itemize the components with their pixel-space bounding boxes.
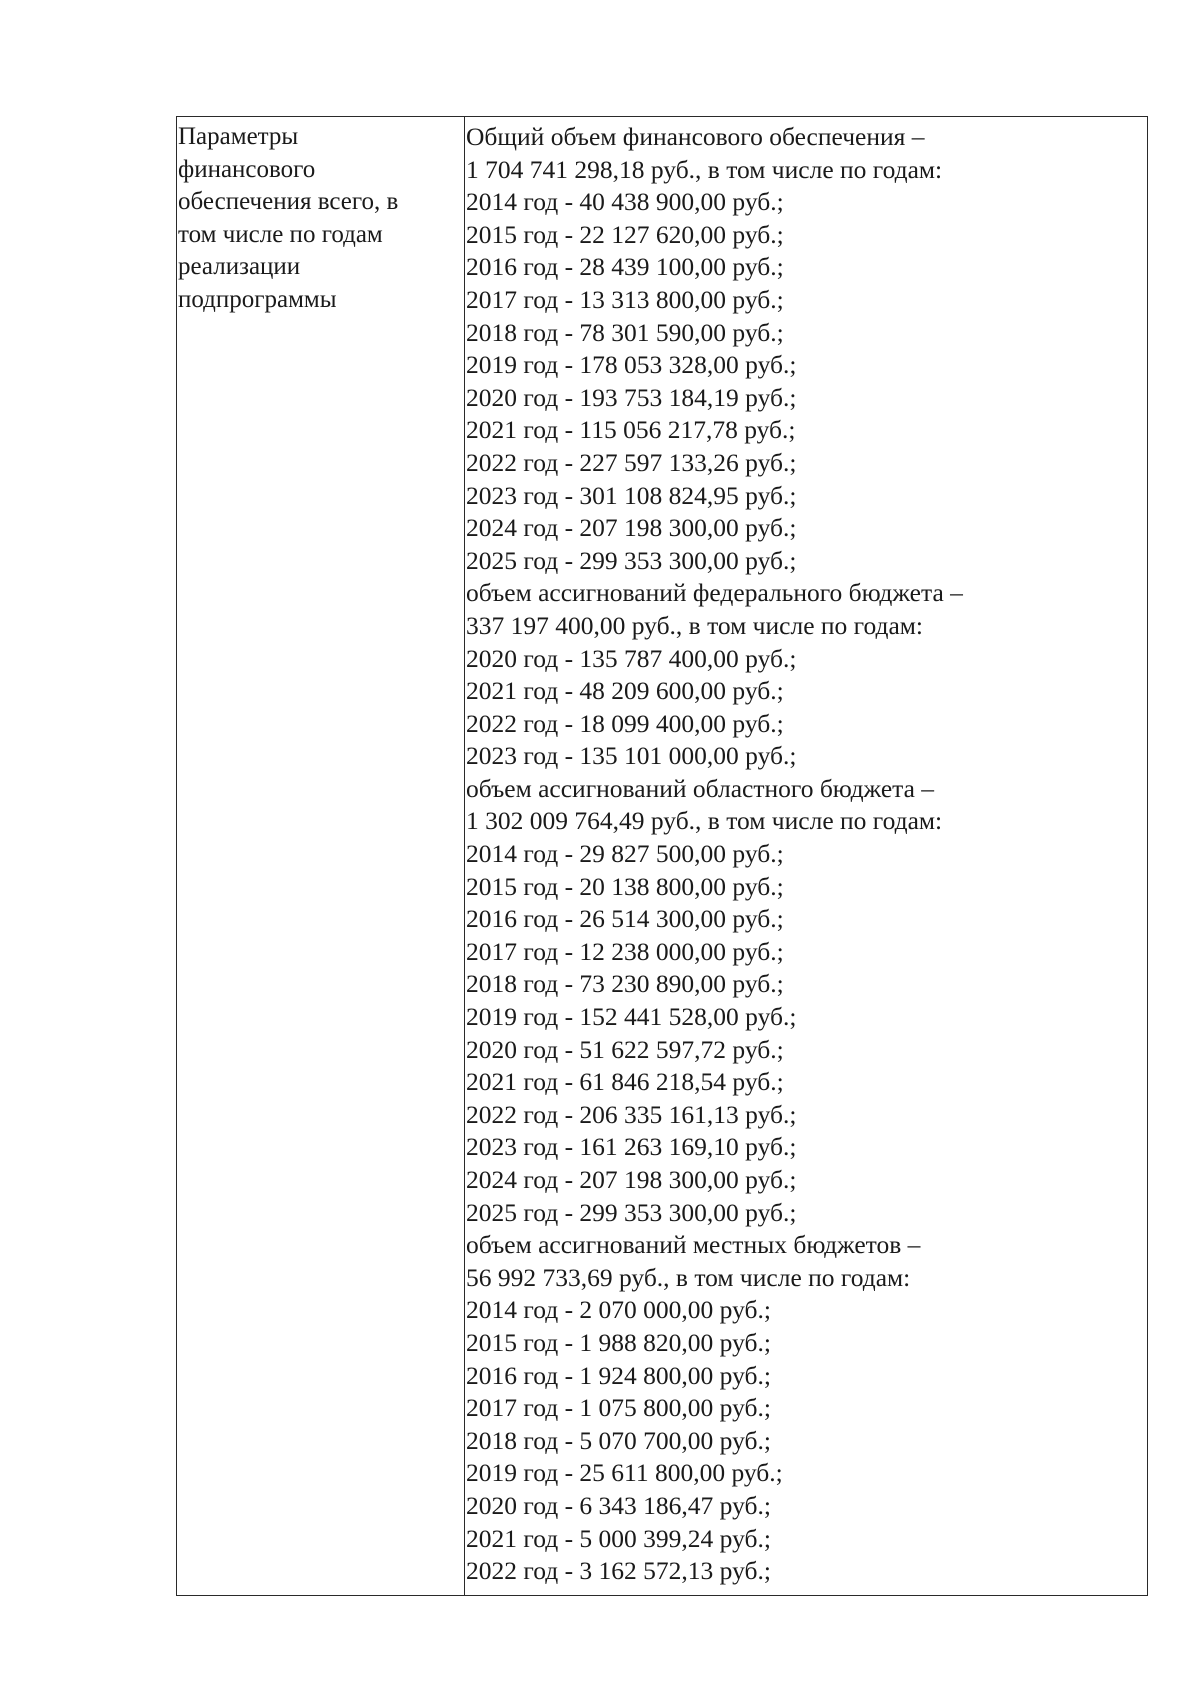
- financing-value-line: 2023 год - 161 263 169,10 руб.;: [466, 1132, 797, 1162]
- financing-value-line: 2014 год - 40 438 900,00 руб.;: [466, 187, 784, 217]
- financing-value-line: 2019 год - 25 611 800,00 руб.;: [466, 1458, 783, 1488]
- parameter-name-line: подпрограммы: [178, 285, 337, 313]
- financing-value-line: 2014 год - 2 070 000,00 руб.;: [466, 1295, 771, 1325]
- financing-value-line: 2015 год - 22 127 620,00 руб.;: [466, 219, 784, 249]
- financing-value-line: Общий объем финансового обеспечения –: [466, 122, 925, 151]
- financing-value-line: 2025 год - 299 353 300,00 руб.;: [466, 1197, 797, 1227]
- financing-value-line: 2021 год - 61 846 218,54 руб.;: [466, 1067, 784, 1097]
- financing-value-line: 2015 год - 1 988 820,00 руб.;: [466, 1327, 771, 1357]
- financing-value-line: 2017 год - 12 238 000,00 руб.;: [466, 936, 784, 966]
- financing-value-line: 2022 год - 3 162 572,13 руб.;: [466, 1556, 771, 1586]
- financing-value-line: объем ассигнований федерального бюджета –: [466, 578, 963, 608]
- financing-table: [176, 116, 1148, 1596]
- financing-value-line: 2018 год - 5 070 700,00 руб.;: [466, 1425, 771, 1455]
- financing-value-line: 2021 год - 48 209 600,00 руб.;: [466, 676, 784, 706]
- parameter-name-line: финансового: [178, 155, 316, 183]
- financing-value-line: 2019 год - 152 441 528,00 руб.;: [466, 1002, 797, 1032]
- parameter-name-line: реализации: [178, 253, 301, 280]
- parameter-value-cell: [466, 121, 1146, 1588]
- financing-value-line: 2022 год - 18 099 400,00 руб.;: [466, 708, 784, 738]
- financing-value-line: 2020 год - 193 753 184,19 руб.;: [466, 382, 797, 412]
- parameter-name-line: Параметры: [178, 123, 299, 150]
- financing-value-line: 2021 год - 5 000 399,24 руб.;: [466, 1523, 771, 1553]
- financing-value-line: 2025 год - 299 353 300,00 руб.;: [466, 545, 797, 575]
- financing-value-line: 2023 год - 135 101 000,00 руб.;: [466, 741, 797, 771]
- financing-value-line: 2014 год - 29 827 500,00 руб.;: [466, 839, 784, 869]
- financing-value-line: 2018 год - 78 301 590,00 руб.;: [466, 317, 784, 347]
- financing-value-line: 2016 год - 1 924 800,00 руб.;: [466, 1360, 771, 1390]
- parameter-name-cell: [178, 121, 458, 316]
- parameter-name-line: том числе по годам: [178, 220, 383, 248]
- financing-value-line: 2022 год - 206 335 161,13 руб.;: [466, 1099, 797, 1129]
- financing-value-line: 1 302 009 764,49 руб., в том числе по годам:: [466, 806, 943, 836]
- financing-value-line: 2017 год - 13 313 800,00 руб.;: [466, 284, 784, 314]
- financing-value-line: 2024 год - 207 198 300,00 руб.;: [466, 513, 797, 543]
- financing-value-line: 2016 год - 26 514 300,00 руб.;: [466, 904, 784, 934]
- financing-value-line: 337 197 400,00 руб., в том числе по годам:: [466, 610, 924, 640]
- financing-value-line: 2018 год - 73 230 890,00 руб.;: [466, 969, 784, 999]
- financing-value-line: 2020 год - 51 622 597,72 руб.;: [466, 1034, 784, 1064]
- financing-value-line: 2019 год - 178 053 328,00 руб.;: [466, 350, 797, 380]
- financing-value-line: 2016 год - 28 439 100,00 руб.;: [466, 252, 784, 282]
- financing-value-line: 2015 год - 20 138 800,00 руб.;: [466, 871, 784, 901]
- financing-value-line: объем ассигнований областного бюджета –: [466, 773, 935, 803]
- financing-value-line: объем ассигнований местных бюджетов –: [466, 1230, 921, 1260]
- financing-value-line: 56 992 733,69 руб., в том числе по годам:: [466, 1262, 911, 1292]
- financing-value-line: 2020 год - 6 343 186,47 руб.;: [466, 1490, 771, 1520]
- column-divider: [464, 117, 465, 1595]
- financing-value-line: 2017 год - 1 075 800,00 руб.;: [466, 1393, 771, 1423]
- financing-value-line: 2022 год - 227 597 133,26 руб.;: [466, 447, 797, 477]
- financing-value-line: 2020 год - 135 787 400,00 руб.;: [466, 643, 797, 673]
- parameter-name-line: обеспечения всего, в: [178, 188, 399, 215]
- financing-value-line: 2023 год - 301 108 824,95 руб.;: [466, 480, 797, 510]
- financing-value-line: 1 704 741 298,18 руб., в том числе по годам:: [466, 154, 943, 184]
- financing-value-line: 2024 год - 207 198 300,00 руб.;: [466, 1165, 797, 1194]
- financing-value-line: 2021 год - 115 056 217,78 руб.;: [466, 415, 796, 445]
